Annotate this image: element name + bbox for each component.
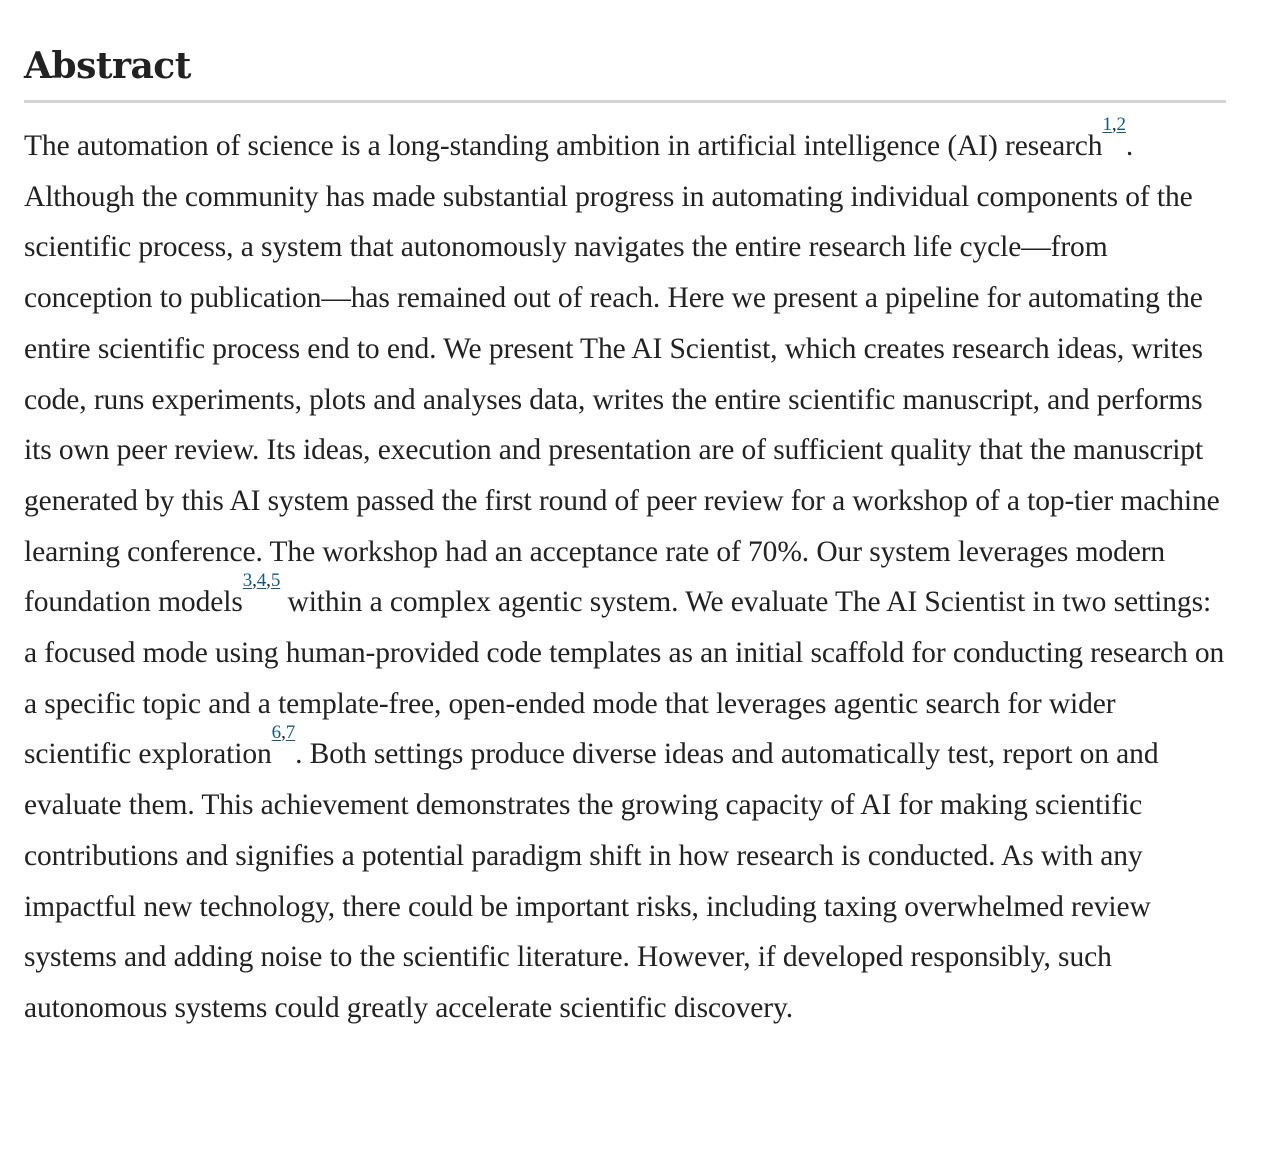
abstract-heading: Abstract [24,45,191,87]
abstract-section [24,38,1226,1034]
citation-link-7[interactable]: 7 [285,722,296,744]
citation-separator: , [281,722,286,744]
citation-group [243,570,281,591]
citation-group [1102,114,1125,135]
citation-link-2[interactable]: 2 [1116,114,1126,135]
citation-separator: , [1111,114,1117,135]
abstract-text-segment: . Although the community has made substantial progress in automating individual components of the scientific process, a system that autonomously navigates the entire research life cycle—from conception to publication—has remained out of reach. Here we present a pipeline for automating the entire scientific process end to end. We present The AI Scientist, which creates research ideas, writes code, runs experiments, plots and analyses data, writes the entire scientific manuscript, and performs its own peer review. Its ideas, execution and presentation are of sufficient quality that the manuscript generated by this AI system passed the first round of peer review for a workshop of a top-tier machine learning conference. The workshop had an acceptance rate of 70%. Our system leverages modern foundation models [24,130,1220,619]
citation-link-3[interactable]: 3 [242,570,253,592]
citation-link-1[interactable]: 1 [1102,114,1112,135]
citation-separator: , [266,570,271,592]
citation-link-5[interactable]: 5 [270,570,281,592]
abstract-text-segment: within a complex agentic system. We evaluate The AI Scientist in two settings: a focused mode using human-provided code templates as an initial scaffold for conducting research on a specific topic and a template-free, open-ended mode that leverages agentic search for wider scientific exploration [24,586,1225,771]
citation-link-6[interactable]: 6 [271,722,282,744]
citation-link-4[interactable]: 4 [256,570,267,592]
abstract-text-segment: . Both settings produce diverse ideas and automatically test, report on and evaluate them. This achievement demonstrates the growing capacity of AI for making scientific contributions and signifies a potential paradigm shift in how research is conducted. As with any impactful new technology, there could be important risks, including taxing overwhelmed review systems and adding noise to the scientific literature. However, if developed responsibly, such autonomous systems could greatly accelerate scientific discovery. [24,738,1159,1024]
abstract-text-segment: The automation of science is a long-standing ambition in artificial intelligence (AI) research [24,130,1103,162]
abstract-text [24,114,1226,1034]
citation-separator: , [252,570,257,592]
heading-divider [24,100,1226,103]
citation-group [272,722,295,743]
